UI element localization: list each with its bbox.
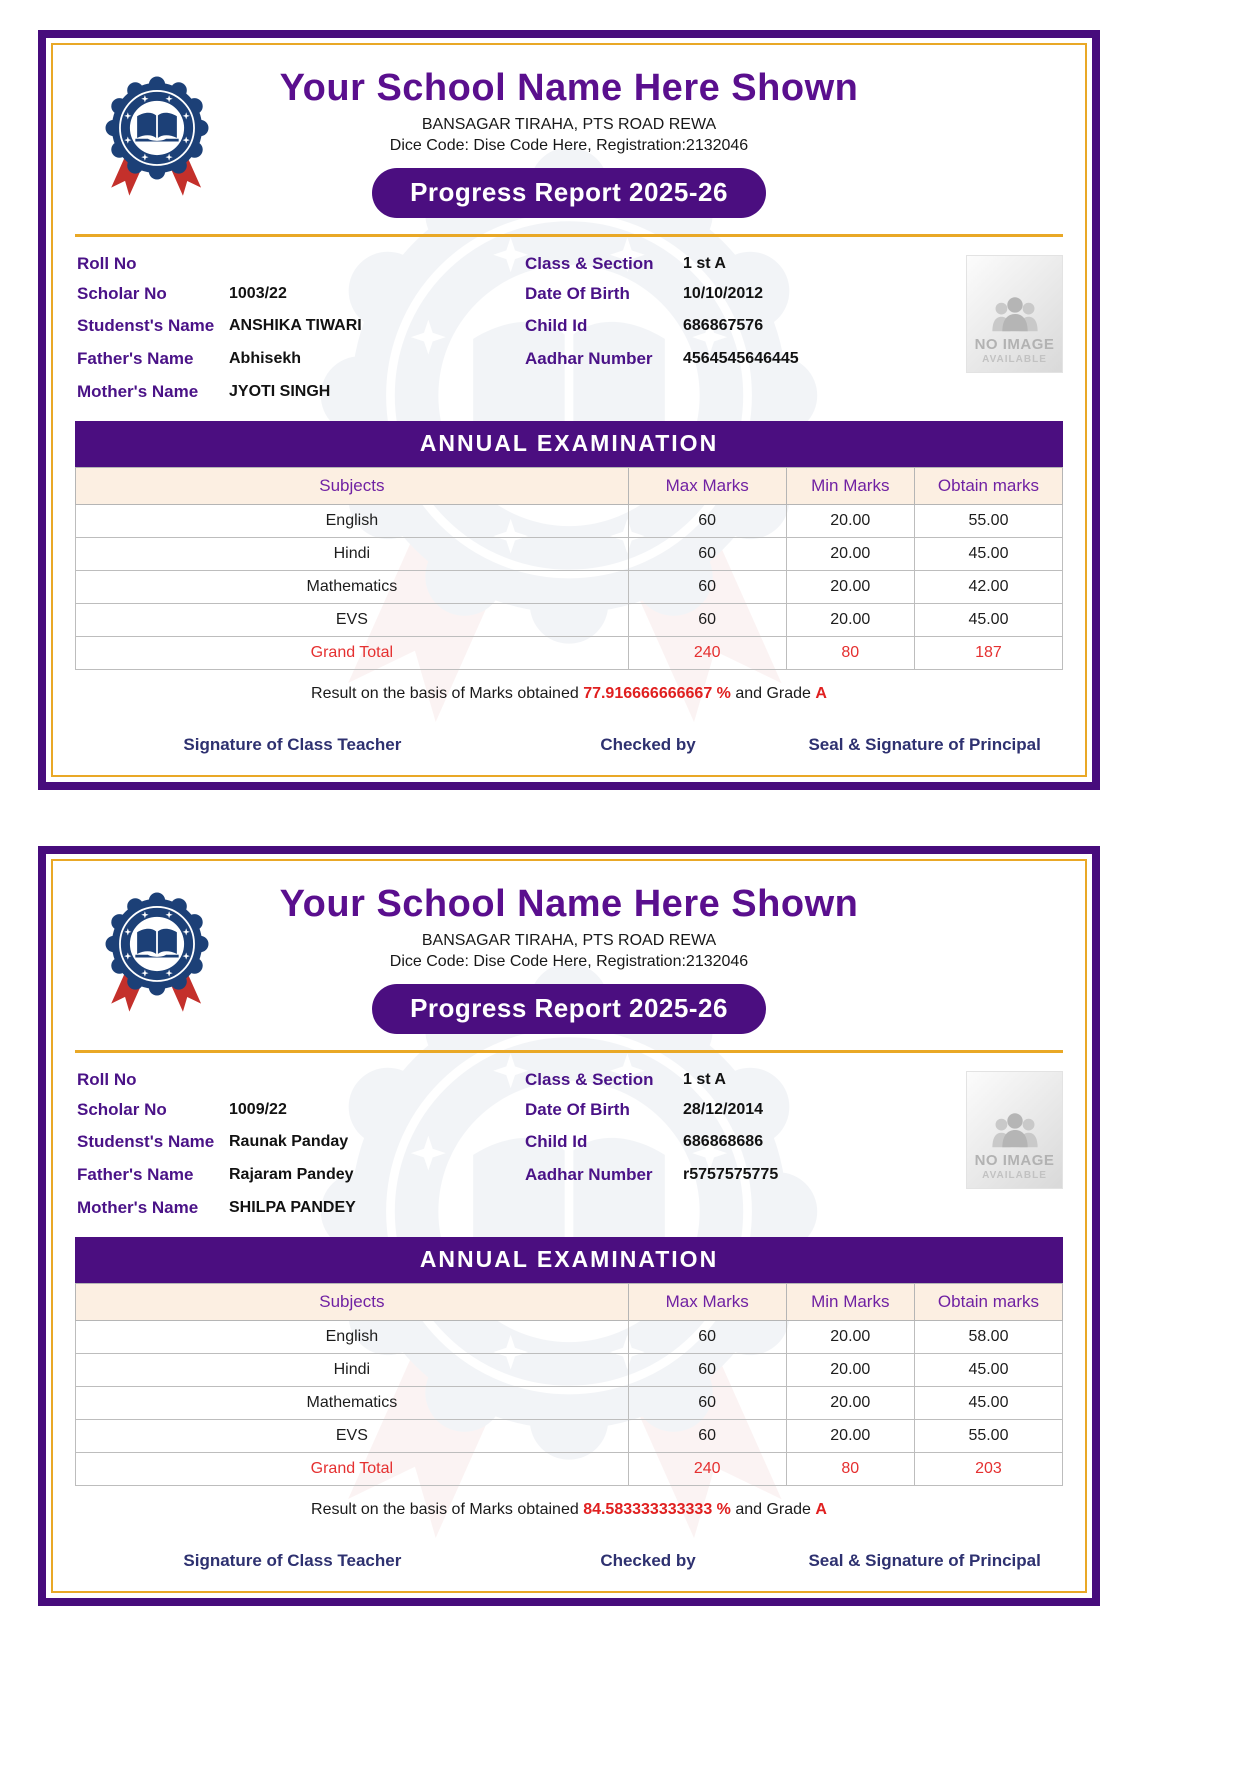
table-row-english [76,1321,1063,1354]
mother-name-label: Mother's Name [77,1197,199,1217]
cell-obtain: 55.00 [914,505,1062,538]
grand-total-row [76,637,1063,670]
student-photo-placeholder [966,255,1063,373]
table-row-hindi [76,538,1063,571]
marks-table [75,467,1063,670]
class-section-row [525,1065,778,1095]
cell-obtain: 45.00 [914,604,1062,637]
father-name-label: Father's Name [77,1164,194,1184]
child-id-value: 686868686 [683,1132,764,1150]
cell-subject: EVS [76,604,629,637]
cell-obtain: 45.00 [914,1354,1062,1387]
cell-obtain: 42.00 [914,571,1062,604]
child-id-row [525,309,799,342]
cell-max: 60 [628,1354,786,1387]
scholar-no-value: 1009/22 [229,1101,287,1118]
no-image-text: NO IMAGE [974,1152,1055,1169]
child-id-row [525,1125,778,1158]
cell-subject: EVS [76,1420,629,1453]
cell-grand-total-label: Grand Total [76,1453,629,1486]
people-silhouette-icon [989,1111,1041,1149]
student-name-value: ANSHIKA TIWARI [229,316,362,334]
report-card-2 [38,846,1100,1606]
student-photo-placeholder [966,1071,1063,1189]
roll-no-label: Roll No [77,254,137,273]
table-row-english [76,505,1063,538]
scholar-no-value: 1003/22 [229,285,287,302]
mother-name-value: SHILPA PANDEY [229,1198,356,1216]
progress-report-title: Progress Report 2025-26 [372,984,766,1034]
school-address: BANSAGAR TIRAHA, PTS ROAD REWA [421,116,717,133]
result-line [75,1501,1063,1519]
result-percentage: 77.916666666667 % [583,685,731,702]
cell-max: 60 [628,1387,786,1420]
result-middle: and Grade [735,685,811,702]
signature-row [75,1551,1063,1571]
class-section-row [525,249,799,279]
cell-subject: Mathematics [76,1387,629,1420]
result-prefix: Result on the basis of Marks obtained [311,685,579,702]
roll-no-label: Roll No [77,1070,137,1089]
aadhar-label: Aadhar Number [525,1164,653,1184]
mother-name-row [77,1191,356,1224]
exam-title-bar: ANNUAL EXAMINATION [75,421,1063,467]
cell-max: 60 [628,1321,786,1354]
col-header-subjects: Subjects [76,468,629,505]
dob-row [525,279,799,309]
result-middle: and Grade [735,1501,811,1518]
dob-row [525,1095,778,1125]
col-header-min-marks: Min Marks [786,1284,914,1321]
aadhar-value: r5757575775 [683,1165,779,1183]
signature-checked-by: Checked by [600,1551,696,1570]
cell-min: 20.00 [786,1354,914,1387]
school-logo-badge-icon [101,73,213,201]
cell-subject: Hindi [76,1354,629,1387]
cell-min: 20.00 [786,1420,914,1453]
col-header-max-marks: Max Marks [628,468,786,505]
signature-class-teacher: Signature of Class Teacher [183,1551,402,1570]
cell-min: 20.00 [786,604,914,637]
people-silhouette-icon [989,295,1041,333]
cell-subject: English [76,1321,629,1354]
cell-obtain: 45.00 [914,538,1062,571]
scholar-no-row [77,279,362,309]
cell-max: 60 [628,604,786,637]
school-name: Your School Name Here Shown [279,883,859,925]
child-id-value: 686867576 [683,316,764,334]
aadhar-value: 4564545646445 [683,349,799,367]
dob-label: Date Of Birth [525,284,630,303]
dise-registration-line: Dice Code: Dise Code Here, Registration:2132046 [389,953,749,970]
cell-grand-total-max: 240 [628,1453,786,1486]
gold-divider [75,1050,1063,1053]
student-name-label: Studenst's Name [77,315,215,335]
cell-min: 20.00 [786,505,914,538]
result-prefix: Result on the basis of Marks obtained [311,1501,579,1518]
dise-registration-line: Dice Code: Dise Code Here, Registration:2132046 [389,137,749,154]
cell-min: 20.00 [786,1387,914,1420]
cell-max: 60 [628,538,786,571]
class-section-value: 1 st A [683,255,726,272]
table-row-mathematics [76,571,1063,604]
cell-grand-total-label: Grand Total [76,637,629,670]
cell-subject: Mathematics [76,571,629,604]
table-row-evs [76,1420,1063,1453]
col-header-min-marks: Min Marks [786,468,914,505]
child-id-label: Child Id [525,315,588,335]
roll-no-row [77,1065,356,1095]
exam-title-bar: ANNUAL EXAMINATION [75,1237,1063,1283]
aadhar-row [525,1158,778,1191]
signature-checked-by: Checked by [600,735,696,754]
school-logo-badge-icon [101,889,213,1017]
cell-grand-total-obtain: 187 [914,637,1062,670]
table-row-mathematics [76,1387,1063,1420]
cell-obtain: 45.00 [914,1387,1062,1420]
cell-max: 60 [628,571,786,604]
report-card-1 [38,30,1100,790]
cell-obtain: 55.00 [914,1420,1062,1453]
available-text: AVAILABLE [982,354,1047,365]
father-name-value: Abhisekh [229,349,302,367]
cell-grand-total-obtain: 203 [914,1453,1062,1486]
student-name-row [77,1125,356,1158]
signature-row [75,735,1063,755]
col-header-obtain-marks: Obtain marks [914,468,1062,505]
grand-total-row [76,1453,1063,1486]
dob-label: Date Of Birth [525,1100,630,1119]
cell-min: 20.00 [786,571,914,604]
cell-subject: English [76,505,629,538]
school-name: Your School Name Here Shown [279,67,859,109]
cell-obtain: 58.00 [914,1321,1062,1354]
table-row-hindi [76,1354,1063,1387]
roll-no-row [77,249,362,279]
father-name-value: Rajaram Pandey [229,1165,354,1183]
aadhar-label: Aadhar Number [525,348,653,368]
marks-table [75,1283,1063,1486]
signature-class-teacher: Signature of Class Teacher [183,735,402,754]
class-section-label: Class & Section [525,1070,654,1089]
col-header-subjects: Subjects [76,1284,629,1321]
cell-max: 60 [628,505,786,538]
class-section-value: 1 st A [683,1071,726,1088]
cell-subject: Hindi [76,538,629,571]
mother-name-value: JYOTI SINGH [229,382,331,400]
signature-principal: Seal & Signature of Principal [808,735,1041,754]
student-name-label: Studenst's Name [77,1131,215,1151]
dob-value: 28/12/2014 [683,1101,764,1118]
result-grade: A [815,685,827,702]
signature-principal: Seal & Signature of Principal [808,1551,1041,1570]
father-name-label: Father's Name [77,348,194,368]
no-image-text: NO IMAGE [974,336,1055,353]
mother-name-label: Mother's Name [77,381,199,401]
scholar-no-row [77,1095,356,1125]
dob-value: 10/10/2012 [683,285,764,302]
school-address: BANSAGAR TIRAHA, PTS ROAD REWA [421,932,717,949]
class-section-label: Class & Section [525,254,654,273]
scholar-no-label: Scholar No [77,284,167,303]
gold-divider [75,234,1063,237]
mother-name-row [77,375,362,408]
progress-report-title: Progress Report 2025-26 [372,168,766,218]
table-row-evs [76,604,1063,637]
cell-grand-total-max: 240 [628,637,786,670]
cell-min: 20.00 [786,1321,914,1354]
aadhar-row [525,342,799,375]
cell-grand-total-min: 80 [786,637,914,670]
student-name-value: Raunak Panday [229,1132,349,1150]
child-id-label: Child Id [525,1131,588,1151]
cell-max: 60 [628,1420,786,1453]
result-grade: A [815,1501,827,1518]
father-name-row [77,1158,356,1191]
col-header-obtain-marks: Obtain marks [914,1284,1062,1321]
marks-header-row [76,468,1063,505]
cell-min: 20.00 [786,538,914,571]
result-percentage: 84.583333333333 % [583,1501,731,1518]
student-info-section [75,249,1063,407]
cell-grand-total-min: 80 [786,1453,914,1486]
student-name-row [77,309,362,342]
student-info-section [75,1065,1063,1223]
father-name-row [77,342,362,375]
scholar-no-label: Scholar No [77,1100,167,1119]
marks-header-row [76,1284,1063,1321]
col-header-max-marks: Max Marks [628,1284,786,1321]
result-line [75,685,1063,703]
available-text: AVAILABLE [982,1170,1047,1181]
